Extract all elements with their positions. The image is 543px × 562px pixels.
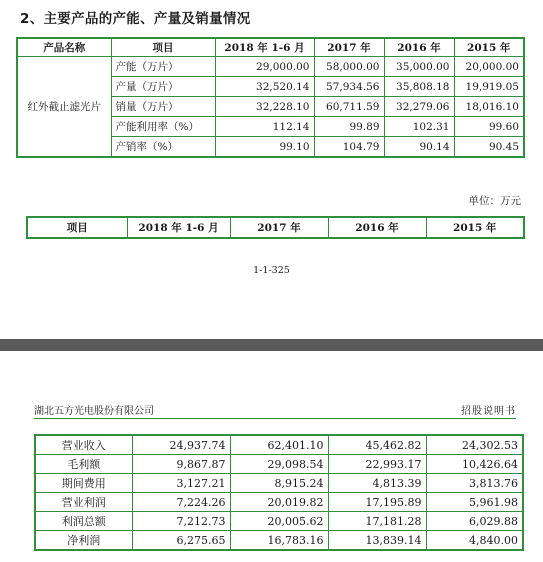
header-item: 项目	[111, 38, 215, 57]
cell-value: 7,212.73	[132, 512, 230, 531]
row-item-label: 产能利用率（%）	[111, 117, 215, 137]
cell-value: 35,808.18	[384, 77, 454, 97]
cell-value: 35,000.00	[384, 57, 454, 77]
document-type: 招股说明书	[461, 406, 516, 417]
header-2018h1: 2018 年 1-6 月	[215, 38, 314, 57]
cell-value: 6,275.65	[132, 531, 230, 551]
cell-value: 3,127.21	[132, 474, 230, 493]
table-header-row	[27, 217, 524, 238]
table-row	[17, 57, 524, 77]
header-2018h1: 2018 年 1-6 月	[127, 217, 230, 238]
row-label: 营业收入	[35, 435, 132, 455]
cell-value: 22,993.17	[328, 455, 426, 474]
header-2015: 2015 年	[454, 38, 524, 57]
header-2016: 2016 年	[328, 217, 426, 238]
cell-value: 57,934.56	[314, 77, 384, 97]
row-label: 利润总额	[35, 512, 132, 531]
cell-value: 90.45	[454, 137, 524, 158]
company-name: 湖北五方光电股份有限公司	[34, 406, 154, 417]
cell-value: 6,029.88	[426, 512, 523, 531]
cell-value: 45,462.82	[328, 435, 426, 455]
cell-value: 20,005.62	[230, 512, 328, 531]
row-item-label: 产能（万片）	[111, 57, 215, 77]
cell-value: 7,224.26	[132, 493, 230, 512]
table-row	[35, 493, 523, 512]
cell-value: 18,016.10	[454, 97, 524, 117]
row-label: 毛利额	[35, 455, 132, 474]
cell-value: 16,783.16	[230, 531, 328, 551]
cell-value: 90.14	[384, 137, 454, 158]
cell-value: 60,711.59	[314, 97, 384, 117]
cell-value: 4,840.00	[426, 531, 523, 551]
cell-value: 102.31	[384, 117, 454, 137]
cell-value: 17,195.89	[328, 493, 426, 512]
page-number: 1-1-325	[253, 265, 290, 276]
cell-value: 99.89	[314, 117, 384, 137]
cell-value: 62,401.10	[230, 435, 328, 455]
cell-value: 29,098.54	[230, 455, 328, 474]
table-row	[35, 455, 523, 474]
cell-value: 17,181.28	[328, 512, 426, 531]
cell-value: 4,813.39	[328, 474, 426, 493]
table-header-row	[17, 38, 524, 57]
cell-value: 104.79	[314, 137, 384, 158]
cell-value: 32,228.10	[215, 97, 314, 117]
row-item-label: 产销率（%）	[111, 137, 215, 158]
table-row	[35, 512, 523, 531]
row-item-label: 产量（万片）	[111, 77, 215, 97]
cell-value: 20,000.00	[454, 57, 524, 77]
cell-value: 58,000.00	[314, 57, 384, 77]
cell-value: 99.10	[215, 137, 314, 158]
table-row	[35, 435, 523, 455]
cell-value: 20,019.82	[230, 493, 328, 512]
row-item-label: 销量（万片）	[111, 97, 215, 117]
cell-value: 29,000.00	[215, 57, 314, 77]
row-label: 期间费用	[35, 474, 132, 493]
cell-value: 32,279.06	[384, 97, 454, 117]
header-2017: 2017 年	[314, 38, 384, 57]
profit-table	[34, 434, 524, 551]
page-divider-band	[0, 339, 543, 351]
cell-value: 5,961.98	[426, 493, 523, 512]
cell-value: 8,915.24	[230, 474, 328, 493]
product-name-cell: 红外截止滤光片	[17, 57, 111, 158]
cell-value: 3,813.76	[426, 474, 523, 493]
header-product-name: 产品名称	[17, 38, 111, 57]
header-2016: 2016 年	[384, 38, 454, 57]
header-2015: 2015 年	[426, 217, 524, 238]
header-item: 项目	[27, 217, 127, 238]
cell-value: 10,426.64	[426, 455, 523, 474]
cell-value: 9,867.87	[132, 455, 230, 474]
table-row	[35, 474, 523, 493]
cell-value: 99.60	[454, 117, 524, 137]
header-2017: 2017 年	[230, 217, 328, 238]
section-heading: 2、主要产品的产能、产量及销量情况	[20, 11, 251, 27]
row-label: 营业利润	[35, 493, 132, 512]
cell-value: 13,839.14	[328, 531, 426, 551]
unit-label: 单位：万元	[468, 195, 521, 207]
capacity-output-sales-table	[16, 37, 525, 158]
header-rule	[34, 418, 516, 419]
profit-table-header	[26, 216, 525, 239]
cell-value: 32,520.14	[215, 77, 314, 97]
row-label: 净利润	[35, 531, 132, 551]
cell-value: 112.14	[215, 117, 314, 137]
table-row	[35, 531, 523, 551]
cell-value: 24,302.53	[426, 435, 523, 455]
cell-value: 19,919.05	[454, 77, 524, 97]
cell-value: 24,937.74	[132, 435, 230, 455]
